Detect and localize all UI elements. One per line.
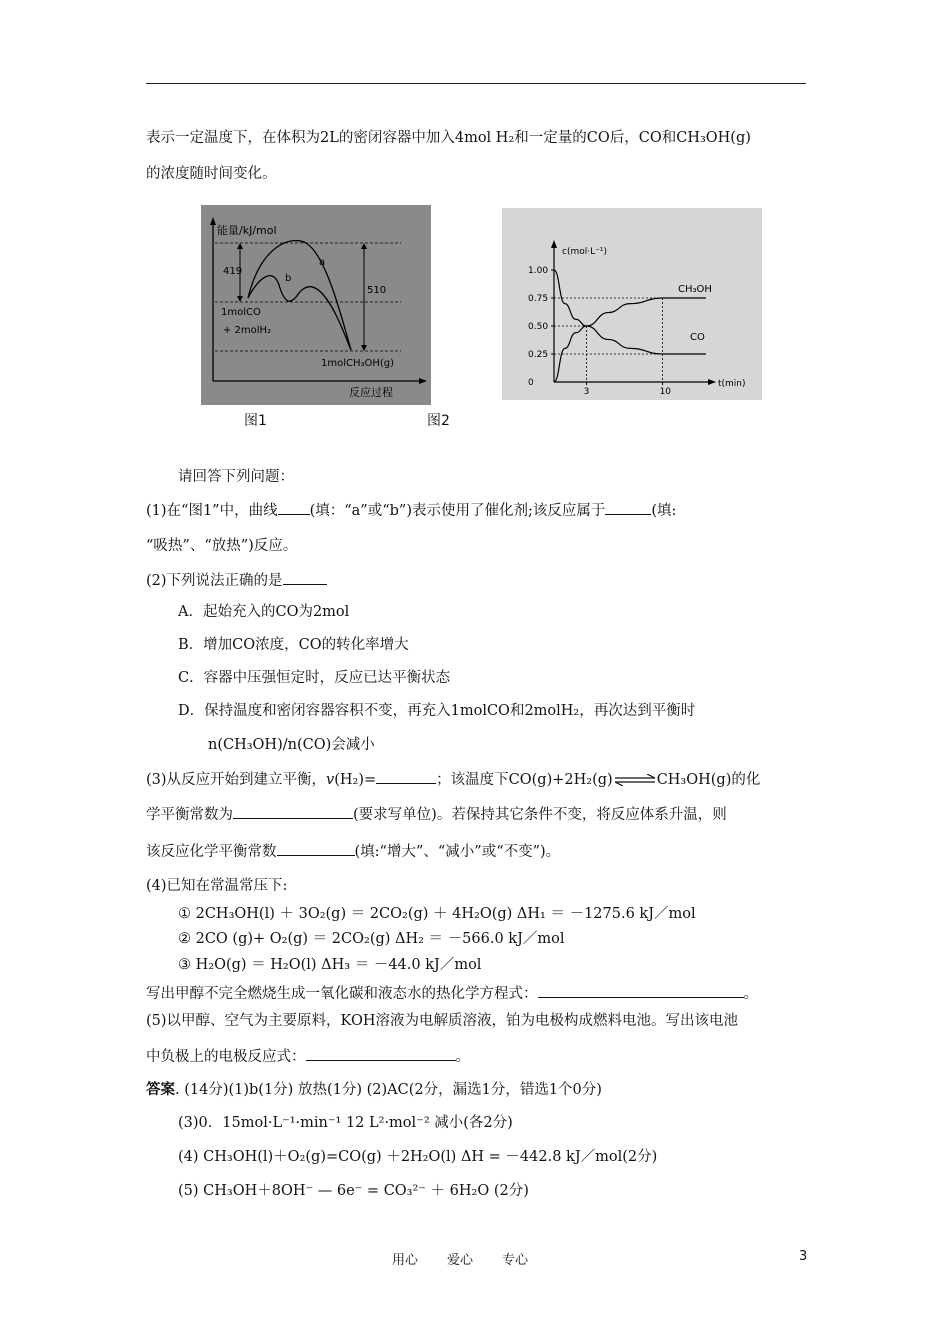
q2-option-d-2: n(CH₃OH)/n(CO)会减小 xyxy=(208,737,375,753)
question-3-line-2 xyxy=(146,804,727,825)
q3-blank-2[interactable] xyxy=(233,804,353,819)
x-tick-label: 3 xyxy=(583,387,590,397)
q3-text-b: (H₂)= xyxy=(334,772,377,788)
q1-text-b: (填：“a”或“b”)表示使用了催化剂;该反应属于 xyxy=(309,503,606,519)
q4-write-text: 写出甲醇不完全燃烧生成一氧化碳和液态水的热化学方程式： xyxy=(146,986,538,1002)
curve-b-label: b xyxy=(285,273,292,284)
question-3-line-3 xyxy=(146,841,560,862)
q4-write-line xyxy=(146,983,758,1004)
chart2-y-label: c(mol·L⁻¹) xyxy=(562,247,607,257)
label-510: 510 xyxy=(367,285,387,296)
question-1-line-1 xyxy=(146,500,676,521)
figure-2-caption: 图2 xyxy=(427,413,450,429)
q1-blank-2[interactable] xyxy=(605,500,651,515)
footer-text-2: 爱心 xyxy=(447,1253,474,1268)
reactant-label-1: 1molCO xyxy=(221,307,261,318)
q4-blank[interactable] xyxy=(538,983,744,998)
q2-text: (2)下列说法正确的是 xyxy=(146,573,283,589)
question-4: (4)已知在常温常压下: xyxy=(146,878,288,894)
q3-text-a: (3)从反应开始到建立平衡， xyxy=(146,772,327,788)
y-tick-label: 0.75 xyxy=(528,294,549,304)
q3-text-c: ；该温度下CO(g)+2H₂(g) xyxy=(436,772,613,788)
figure-1-caption: 图1 xyxy=(244,413,267,429)
y-tick-label: 0.25 xyxy=(528,350,549,360)
q4-equation-1: ① 2CH₃OH(l) ＋ 3O₂(g) ＝ 2CO₂(g) ＋ 4H₂O(g) ΔH₁ ＝ －1275.6 kJ／mol xyxy=(178,906,696,922)
footer-text-3: 专心 xyxy=(502,1253,529,1268)
page-number: 3 xyxy=(799,1249,808,1264)
q2-option-b: B．增加CO浓度，CO的转化率增大 xyxy=(178,637,409,653)
reactant-label-2: + 2molH₂ xyxy=(223,325,272,336)
x-tick-label: 10 xyxy=(659,387,672,397)
label-419: 419 xyxy=(223,266,243,277)
questions-prompt: 请回答下列问题： xyxy=(178,469,294,485)
q4-end: 。 xyxy=(743,986,758,1002)
q4-equation-2: ② 2CO (g)+ O₂(g) ＝ 2CO₂(g) ΔH₂ ＝ －566.0 kJ／mol xyxy=(178,931,565,947)
q3-text-d: CH₃OH(g)的化 xyxy=(656,772,761,788)
q5-end: 。 xyxy=(455,1049,470,1065)
q1-blank-1[interactable] xyxy=(278,500,310,515)
series-label-co: CO xyxy=(690,332,705,343)
x-axis-label: 反应过程 xyxy=(349,386,393,399)
equilibrium-arrow-icon xyxy=(613,774,657,786)
q2-option-a: A．起始充入的CO为2mol xyxy=(178,604,350,620)
curve-a-label: a xyxy=(319,257,326,268)
answer-line-3: (4) CH₃OH(l)＋O₂(g)=CO(g) ＋2H₂O(l) ΔH = －442.8 kJ／mol(2分) xyxy=(178,1149,658,1165)
answer-text-1: . (14分)(1)b(1分) 放热(1分) (2)AC(2分，漏选1分，错选1个0分) xyxy=(175,1082,602,1098)
product-label: 1molCH₃OH(g) xyxy=(321,358,395,369)
answer-line-2: (3)0．15mol·L⁻¹·min⁻¹ 12 L²·mol⁻² 减小(各2分) xyxy=(178,1115,513,1131)
q3-text-e: 学平衡常数为 xyxy=(146,807,233,823)
figure-1 xyxy=(201,205,431,405)
q5-text: 中负极上的电极反应式： xyxy=(146,1049,306,1065)
question-3-line-1 xyxy=(146,769,760,790)
footer-text-1: 用心 xyxy=(392,1253,419,1268)
y-tick-label: 0.50 xyxy=(528,322,549,332)
question-5-line-1: (5)以甲醇、空气为主要原料，KOH溶液为电解质溶液，铂为电极构成燃料电池。写出该电池 xyxy=(146,1013,739,1029)
q3-text-h: (填:“增大”、“减小”或“不变”)。 xyxy=(354,844,561,860)
figure-2 xyxy=(502,208,762,400)
answer-line-1 xyxy=(146,1080,602,1100)
q1-text-c: (填: xyxy=(651,503,677,519)
q2-blank[interactable] xyxy=(283,570,327,585)
energy-diagram xyxy=(201,205,431,405)
intro-line-2: 的浓度随时间变化。 xyxy=(146,166,277,182)
q2-option-c: C．容器中压强恒定时，反应已达平衡状态 xyxy=(178,670,451,686)
concentration-chart xyxy=(502,208,762,400)
q3-text-g: 该反应化学平衡常数 xyxy=(146,844,277,860)
y-axis-label: 能量/kJ/mol xyxy=(217,224,277,237)
q3-v: v xyxy=(326,772,335,788)
question-5-line-2 xyxy=(146,1046,470,1067)
q5-blank[interactable] xyxy=(306,1046,456,1061)
series-label-ch3oh: CH₃OH xyxy=(678,284,712,295)
answer-label: 答案 xyxy=(146,1082,175,1098)
question-2 xyxy=(146,570,327,591)
y-tick-label: 0 xyxy=(528,378,534,388)
q3-text-f: (要求写单位)。若保持其它条件不变，将反应体系升温，则 xyxy=(353,807,727,823)
y-tick-label: 1.00 xyxy=(528,266,549,276)
q3-blank-3[interactable] xyxy=(277,841,355,856)
question-1-line-2: “吸热”、“放热”)反应。 xyxy=(146,538,298,554)
q2-option-d-1: D．保持温度和密闭容器容积不变，再充入1molCO和2molH₂，再次达到平衡时 xyxy=(178,703,696,719)
q4-equation-3: ③ H₂O(g) ＝ H₂O(l) ΔH₃ ＝ －44.0 kJ／mol xyxy=(178,957,482,973)
q3-blank-1[interactable] xyxy=(376,769,436,784)
q1-text-a: (1)在“图1”中，曲线 xyxy=(146,503,278,519)
answer-line-4: (5) CH₃OH＋8OH⁻ — 6e⁻ = CO₃²⁻ ＋ 6H₂O (2分) xyxy=(178,1183,529,1199)
intro-line-1: 表示一定温度下，在体积为2L的密闭容器中加入4mol H₂和一定量的CO后，CO和CH₃OH(g) xyxy=(146,130,751,146)
chart2-x-label: t(min) xyxy=(718,379,746,389)
header-rule xyxy=(146,83,806,84)
